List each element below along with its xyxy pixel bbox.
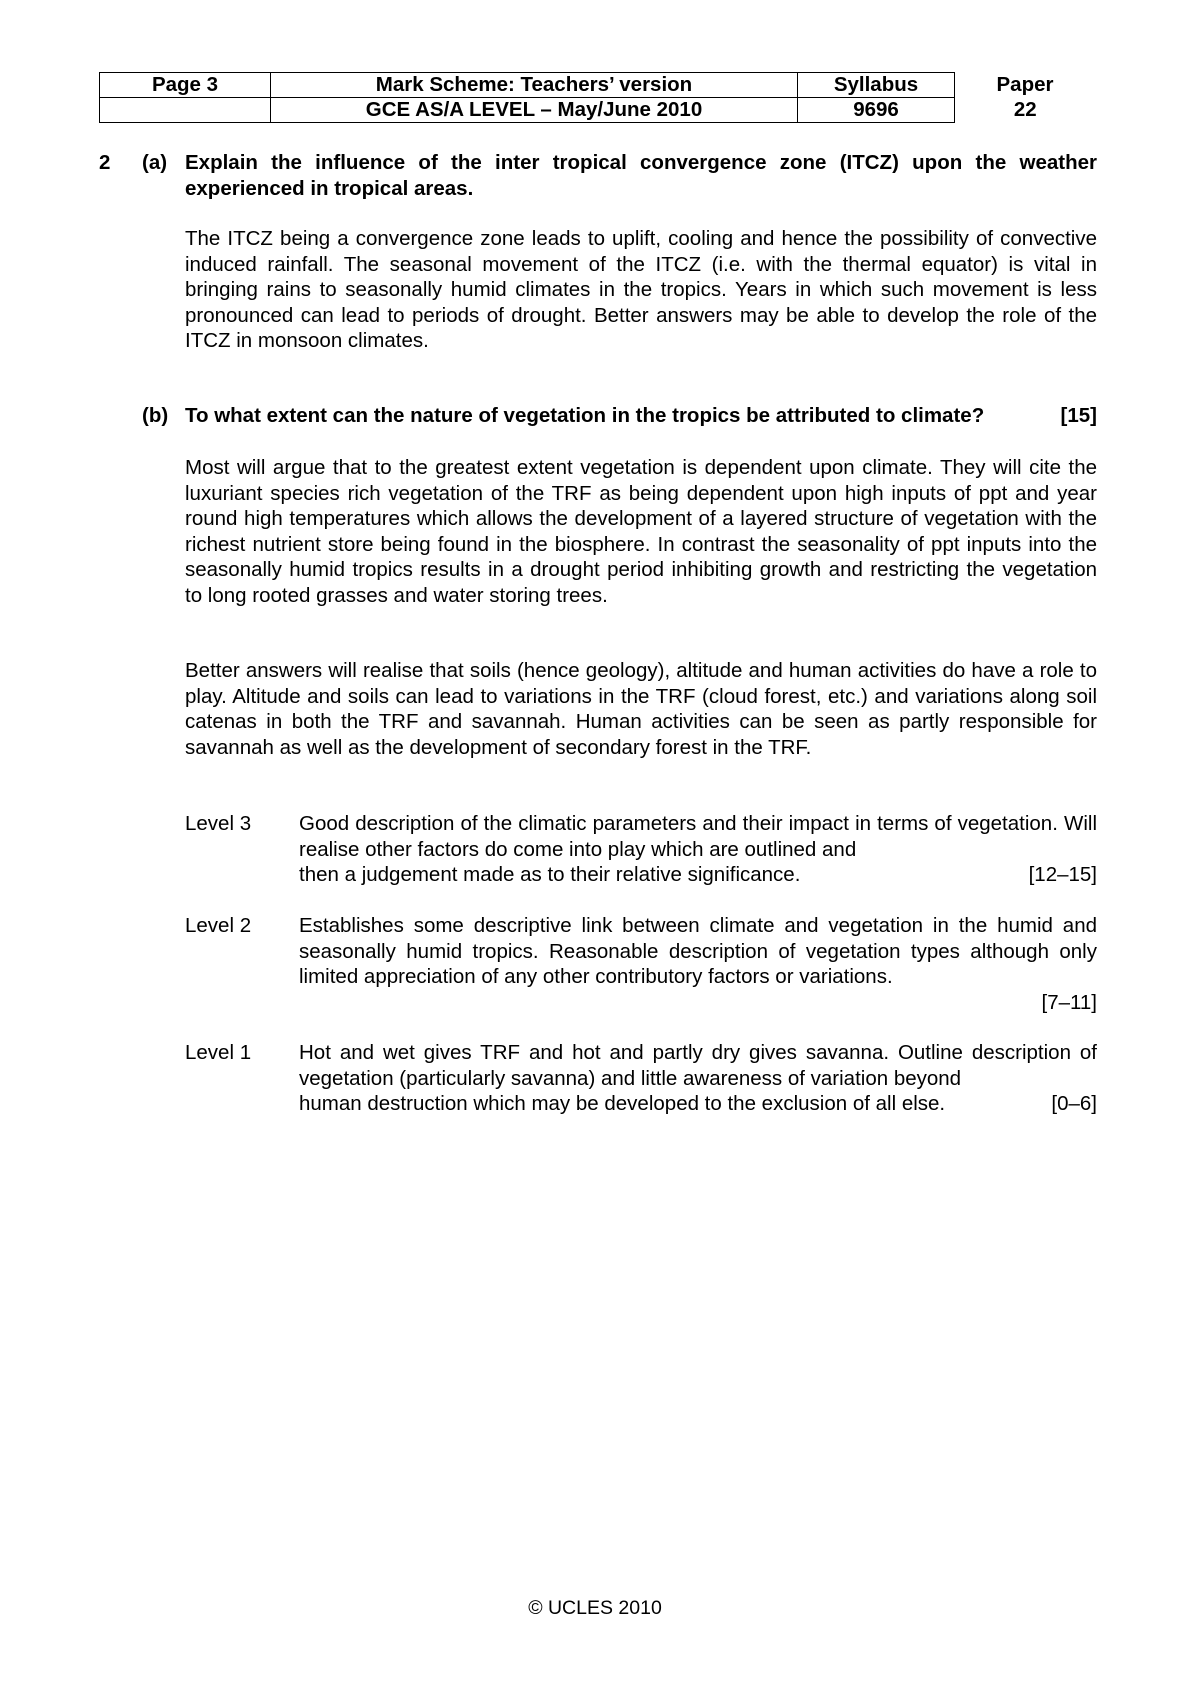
level-2-marks: [7–11] [1041,990,1097,1014]
header-paper: 22 [1013,98,1037,121]
part-a-answer: The ITCZ being a convergence zone leads to uplift, cooling and hence the possibility of convective induced rainfall. The seasonal movement of the ITCZ (i.e. with the thermal equator) is vital in bringing rains to seasonally humid climates in the tropics. Years in which such movement is less pronounced can lead to periods of drought. Better answers may be able to develop the role of the ITCZ in monsoon climates. [185,227,1097,352]
level-3-marks: [12–15] [1028,863,1097,886]
part-b-prompt-row [185,403,1097,429]
level-1-label: Level 1 [185,1041,252,1064]
level-2-description [299,913,1097,1015]
footer-copyright: © UCLES 2010 [528,1597,662,1619]
level-2-label: Level 2 [185,914,252,937]
level-1-marks: [0–6] [1051,1092,1097,1115]
level-3-text: Good description of the climatic parameters and their impact in terms of vegetation. Will realise other factors do come into play which are outlined and [299,812,1097,861]
level-1-description [299,1040,1097,1117]
header-syllabus: 9696 [798,98,955,123]
part-b-prompt: To what extent can the nature of vegetation in the tropics be attributed to climate? [185,404,985,427]
part-a-label: (a) [142,151,168,174]
part-a-prompt: Explain the influence of the inter tropical convergence zone (ITCZ) upon the weather experienced in tropical areas. [185,151,1097,200]
level-2-text: Establishes some descriptive link between climate and vegetation in the humid and seasonally humid tropics. Reasonable description of vegetation types although only limited appreciation of any other contributory factors or variations. [299,914,1097,988]
level-1-last-line: human destruction which may be developed to the exclusion of all else. [299,1092,946,1115]
question-number: 2 [99,151,111,174]
header-paper-label: Paper [996,73,1054,96]
level-3-label: Level 3 [185,812,252,835]
part-b-label: (b) [142,404,169,427]
header-exam: GCE AS/A LEVEL – May/June 2010 [271,98,798,123]
level-1-last-row [299,1091,1097,1117]
header-empty-cell [100,98,271,123]
part-b-paragraph-2: Better answers will realise that soils (hence geology), altitude and human activities do have a role to play. Altitude and soils can lead to variations in the TRF (cloud forest, etc.) and variations along soil catenas in both the TRF and savannah. Human activities can be seen as partly responsible for savannah as well as the development of secondary forest in the TRF. [185,659,1097,759]
level-3-last-row [299,862,1097,888]
level-1-text: Hot and wet gives TRF and hot and partly dry gives savanna. Outline description of vegetation (particularly savanna) and little awareness of variation beyond [299,1041,1097,1090]
part-b-paragraph-1: Most will argue that to the greatest extent vegetation is dependent upon climate. They will cite the luxuriant species rich vegetation of the TRF as being dependent upon high inputs of ppt and year round high temperatures which allows the development of a layered structure of vegetation with the richest nutrient store being found in the biosphere. In contrast the seasonality of ppt inputs into the seasonally humid tropics results in a drought period inhibiting growth and restricting the vegetation to long rooted grasses and water storing trees. [185,456,1097,607]
part-b-marks: [15] [1060,404,1097,427]
header-title: Mark Scheme: Teachers’ version [271,73,798,98]
header-table [99,72,1096,123]
level-3-description [299,811,1097,888]
header-page: Page 3 [100,73,271,98]
header-syllabus-label: Syllabus [798,73,955,98]
level-3-last-line: then a judgement made as to their relative significance. [299,863,801,886]
